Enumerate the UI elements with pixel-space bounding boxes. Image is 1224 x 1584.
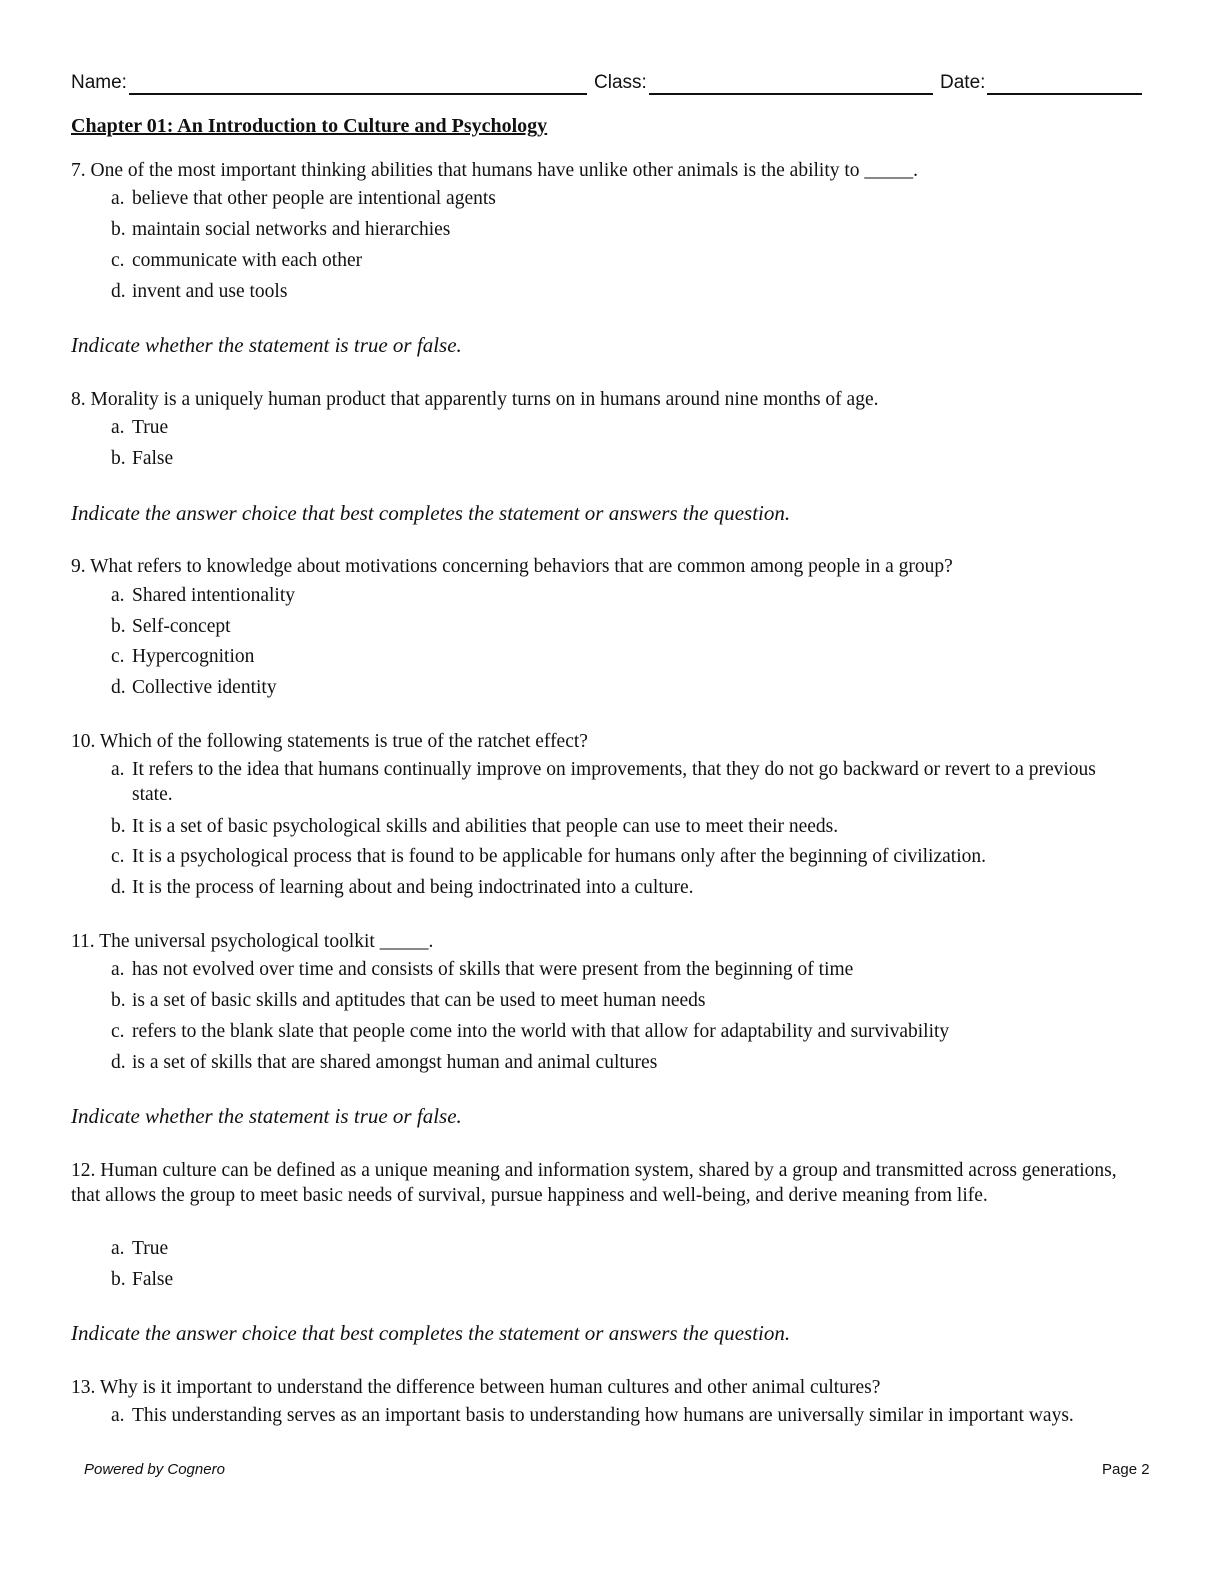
option-text: Self-concept <box>132 616 231 637</box>
class-field[interactable] <box>649 93 933 95</box>
question-10: 10. Which of the following statements is true of the ratchet effect? <box>71 731 588 752</box>
option-letter: d. <box>111 877 126 898</box>
footer-powered-by: Powered by Cognero <box>84 1461 225 1478</box>
option-letter: b. <box>111 616 126 637</box>
option-letter: b. <box>111 219 126 240</box>
option-letter: c. <box>111 646 125 667</box>
option-10b[interactable] <box>111 814 838 839</box>
option-text: True <box>132 1238 169 1259</box>
option-text: It is a psychological process that is found to be applicable for humans only after the beginning of civilization. <box>132 846 986 867</box>
option-letter: c. <box>111 250 125 271</box>
option-letter: a. <box>111 585 125 606</box>
option-7c[interactable] <box>111 248 362 273</box>
option-text: invent and use tools <box>132 281 288 302</box>
option-letter: b. <box>111 448 126 469</box>
option-letter: b. <box>111 990 126 1011</box>
option-text: It is a set of basic psychological skills and abilities that people can use to meet their needs. <box>132 816 839 837</box>
option-letter: d. <box>111 1052 126 1073</box>
date-field[interactable] <box>987 93 1142 95</box>
option-12a[interactable] <box>111 1236 168 1261</box>
question-7: 7. One of the most important thinking abilities that humans have unlike other animals is the ability to _____. <box>71 160 919 181</box>
option-text: refers to the blank slate that people come into the world with that allow for adaptability and survivability <box>132 1021 950 1042</box>
option-text: Hypercognition <box>132 646 255 667</box>
date-label: Date: <box>940 72 986 93</box>
option-letter: a. <box>111 759 125 780</box>
option-text: True <box>132 417 169 438</box>
option-9d[interactable] <box>111 675 277 700</box>
option-8b[interactable] <box>111 446 173 471</box>
footer-page-number: Page 2 <box>1102 1461 1150 1478</box>
page-header <box>71 72 1143 98</box>
option-text: False <box>132 1269 174 1290</box>
option-11b[interactable] <box>111 988 705 1013</box>
option-11a[interactable] <box>111 957 853 982</box>
option-text: maintain social networks and hierarchies <box>132 219 451 240</box>
option-letter: a. <box>111 1238 125 1259</box>
option-text: is a set of basic skills and aptitudes that can be used to meet human needs <box>132 990 706 1011</box>
option-text: False <box>132 448 174 469</box>
option-7d[interactable] <box>111 279 287 304</box>
option-9c[interactable] <box>111 644 254 669</box>
option-text: Collective identity <box>132 677 277 698</box>
instruction-true-false: Indicate whether the statement is true or false. <box>71 1104 462 1128</box>
instruction-multiple-choice: Indicate the answer choice that best completes the statement or answers the question. <box>71 501 791 525</box>
option-9a[interactable] <box>111 583 295 608</box>
option-9b[interactable] <box>111 614 231 639</box>
option-text: It is the process of learning about and being indoctrinated into a culture. <box>132 877 694 898</box>
question-13: 13. Why is it important to understand the difference between human cultures and other animal cultures? <box>71 1377 881 1398</box>
instruction-true-false: Indicate whether the statement is true or false. <box>71 333 462 357</box>
option-7b[interactable] <box>111 217 450 242</box>
name-label: Name: <box>71 72 127 93</box>
question-12: 12. Human culture can be defined as a unique meaning and information system, shared by a group and transmitted across generations, that allows the group to meet basic needs of survival, pursue happiness and well-being, and derive meaning from life. <box>71 1160 1117 1206</box>
name-field[interactable] <box>129 93 587 95</box>
instruction-multiple-choice: Indicate the answer choice that best completes the statement or answers the question. <box>71 1321 791 1345</box>
option-10c[interactable] <box>111 844 986 869</box>
option-7a[interactable] <box>111 186 496 211</box>
option-letter: b. <box>111 816 126 837</box>
question-11: 11. The universal psychological toolkit _____. <box>71 931 434 952</box>
option-10a[interactable] <box>111 757 1101 807</box>
question-9: 9. What refers to knowledge about motivations concerning behaviors that are common among people in a group? <box>71 556 953 577</box>
option-letter: a. <box>111 1405 125 1426</box>
option-text: believe that other people are intentional agents <box>132 188 496 209</box>
option-10d[interactable] <box>111 875 694 900</box>
option-letter: a. <box>111 188 125 209</box>
option-text: communicate with each other <box>132 250 363 271</box>
option-8a[interactable] <box>111 415 168 440</box>
option-text: Shared intentionality <box>132 585 296 606</box>
option-text: is a set of skills that are shared amongst human and animal cultures <box>132 1052 658 1073</box>
option-text: This understanding serves as an important basis to understanding how humans are universally similar in important ways. <box>132 1405 1074 1426</box>
option-12b[interactable] <box>111 1267 173 1292</box>
option-letter: b. <box>111 1269 126 1290</box>
option-text: has not evolved over time and consists of skills that were present from the beginning of time <box>132 959 854 980</box>
option-13a[interactable] <box>111 1403 1101 1428</box>
option-letter: c. <box>111 1021 125 1042</box>
option-letter: a. <box>111 417 125 438</box>
option-11d[interactable] <box>111 1050 657 1075</box>
option-11c[interactable] <box>111 1019 949 1044</box>
option-text: It refers to the idea that humans continually improve on improvements, that they do not go backward or revert to a previous state. <box>132 759 1096 805</box>
option-letter: c. <box>111 846 125 867</box>
class-label: Class: <box>594 72 647 93</box>
option-letter: d. <box>111 281 126 302</box>
question-8: 8. Morality is a uniquely human product that apparently turns on in humans around nine months of age. <box>71 389 879 410</box>
option-letter: a. <box>111 959 125 980</box>
chapter-title: Chapter 01: An Introduction to Culture and Psychology <box>71 115 548 137</box>
option-letter: d. <box>111 677 126 698</box>
